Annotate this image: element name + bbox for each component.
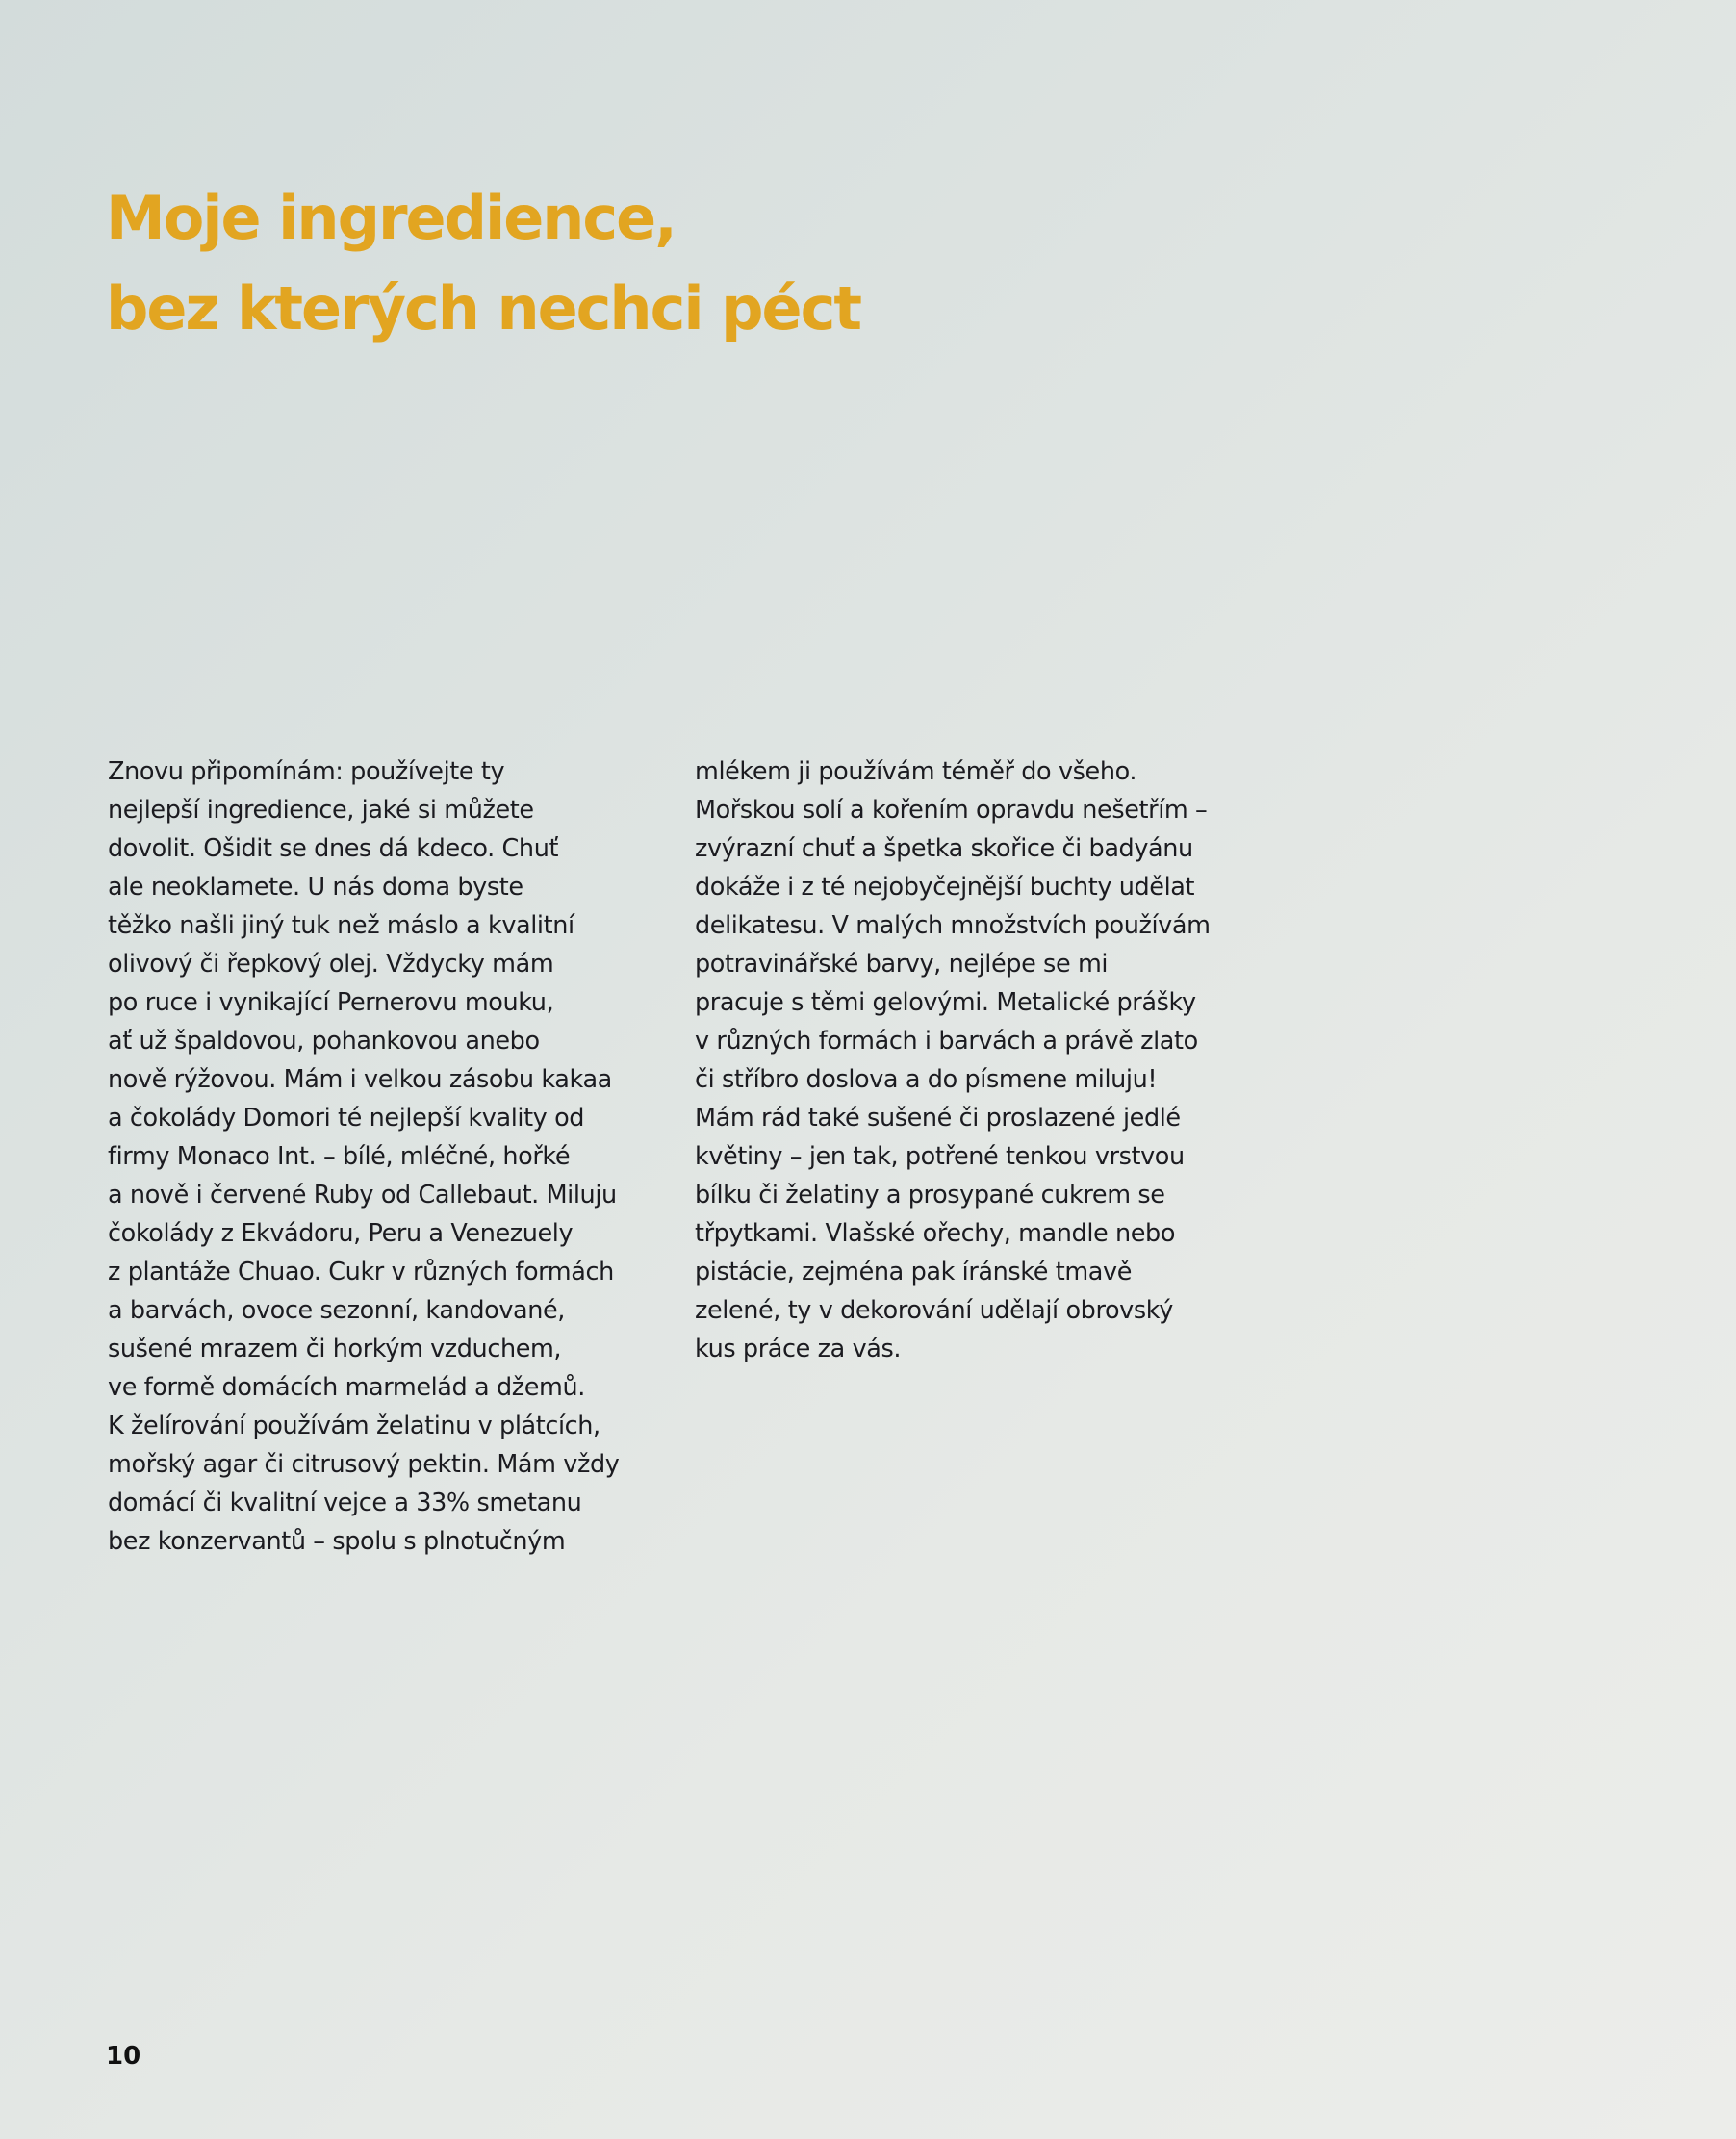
body-line: z plantáže Chuao. Cukr v různých formách bbox=[108, 1258, 614, 1286]
body-line: dokáže i z té nejobyčejnější buchty udělat bbox=[695, 873, 1195, 902]
body-line: K želírování používám želatinu v plátcích, bbox=[108, 1412, 600, 1440]
body-line: čokolády z Ekvádoru, Peru a Venezuely bbox=[108, 1219, 574, 1248]
body-line: bílku či želatiny a prosypané cukrem se bbox=[695, 1181, 1165, 1210]
body-line: ve formě domácích marmelád a džemů. bbox=[108, 1373, 585, 1402]
body-line: zvýrazní chuť a špetka skořice či badyánu bbox=[695, 834, 1193, 863]
page-title bbox=[106, 173, 860, 354]
body-line: sušené mrazem či horkým vzduchem, bbox=[108, 1335, 562, 1363]
body-line: ale neoklamete. U nás doma byste bbox=[108, 873, 523, 902]
body-line: Mořskou solí a kořením opravdu nešetřím – bbox=[695, 796, 1208, 825]
page-number: 10 bbox=[106, 2042, 141, 2071]
text-column-right bbox=[695, 752, 1311, 1368]
body-line: a nově i červené Ruby od Callebaut. Miluju bbox=[108, 1181, 617, 1210]
body-line: nejlepší ingredience, jaké si můžete bbox=[108, 796, 534, 825]
body-line: Znovu připomínám: používejte ty bbox=[108, 757, 505, 786]
body-line: ať už špaldovou, pohankovou anebo bbox=[108, 1027, 540, 1056]
page-title-line-2: bez kterých nechci péct bbox=[106, 273, 860, 344]
body-line: mořský agar či citrusový pektin. Mám vždy bbox=[108, 1450, 620, 1479]
body-line: potravinářské barvy, nejlépe se mi bbox=[695, 950, 1109, 979]
body-line: olivový či řepkový olej. Vždycky mám bbox=[108, 950, 554, 979]
body-line: a barvách, ovoce sezonní, kandované, bbox=[108, 1296, 565, 1325]
body-line: Mám rád také sušené či proslazené jedlé bbox=[695, 1104, 1181, 1133]
body-line: květiny – jen tak, potřené tenkou vrstvou bbox=[695, 1142, 1185, 1171]
text-column-left bbox=[108, 752, 724, 1561]
body-line: a čokolády Domori té nejlepší kvality od bbox=[108, 1104, 585, 1133]
body-line: firmy Monaco Int. – bílé, mléčné, hořké bbox=[108, 1142, 571, 1171]
body-line: pracuje s těmi gelovými. Metalické prášky bbox=[695, 988, 1196, 1017]
body-line: mlékem ji používám téměř do všeho. bbox=[695, 757, 1137, 786]
body-line: těžko našli jiný tuk než máslo a kvalitní bbox=[108, 911, 574, 940]
body-line: pistácie, zejména pak íránské tmavě bbox=[695, 1258, 1132, 1286]
body-line: zelené, ty v dekorování udělají obrovský bbox=[695, 1296, 1173, 1325]
body-line: dovolit. Ošidit se dnes dá kdeco. Chuť bbox=[108, 834, 559, 863]
body-line: bez konzervantů – spolu s plnotučným bbox=[108, 1527, 566, 1556]
body-line: kus práce za vás. bbox=[695, 1335, 902, 1363]
body-line: po ruce i vynikající Pernerovu mouku, bbox=[108, 988, 554, 1017]
body-line: či stříbro doslova a do písmene miluju! bbox=[695, 1065, 1158, 1094]
body-line: delikatesu. V malých množstvích používám bbox=[695, 911, 1211, 940]
body-line: v různých formách i barvách a právě zlato bbox=[695, 1027, 1198, 1056]
body-line: domácí či kvalitní vejce a 33% smetanu bbox=[108, 1489, 582, 1517]
body-line: třpytkami. Vlašské ořechy, mandle nebo bbox=[695, 1219, 1176, 1248]
page-title-line-1: Moje ingredience, bbox=[106, 183, 676, 253]
body-line: nově rýžovou. Mám i velkou zásobu kakaa bbox=[108, 1065, 612, 1094]
